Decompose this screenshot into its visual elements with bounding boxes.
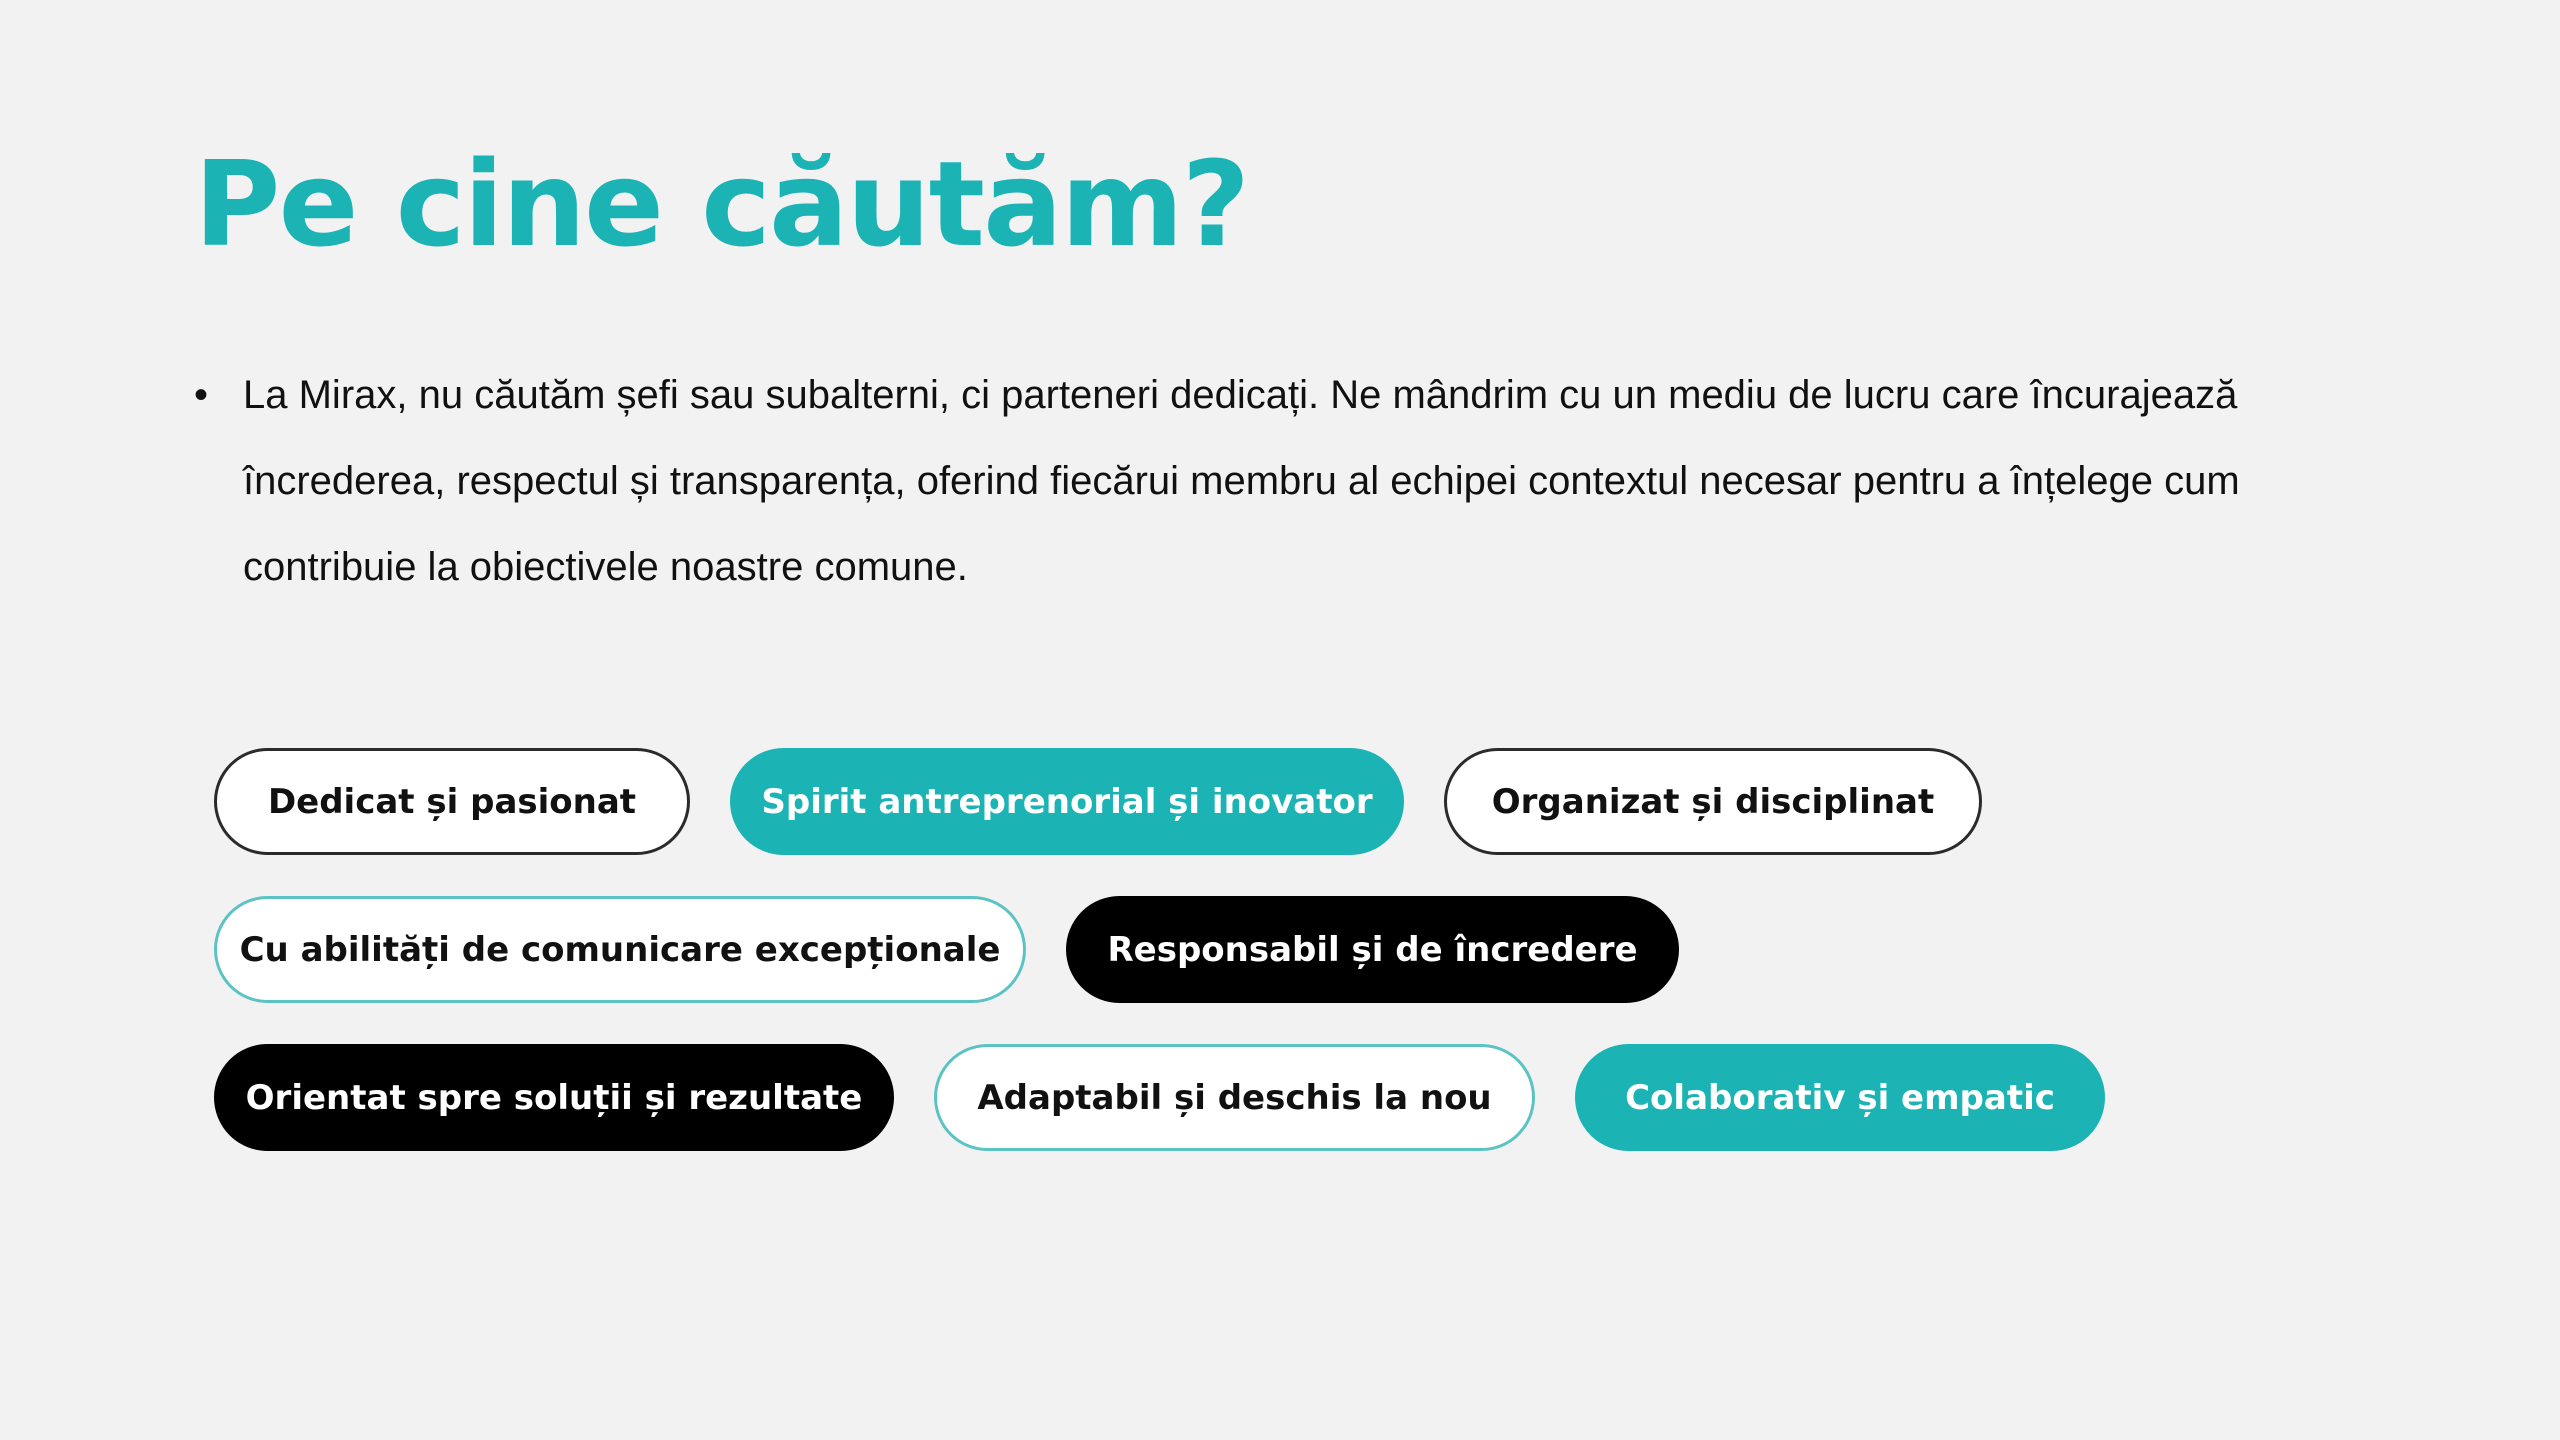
intro-list bbox=[194, 352, 2344, 610]
trait-pill-colaborativ: Colaborativ și empatic bbox=[1575, 1044, 2105, 1151]
trait-pill-dedicat: Dedicat și pasionat bbox=[214, 748, 690, 855]
intro-paragraph bbox=[194, 352, 2344, 610]
bullet-icon: • bbox=[194, 373, 209, 417]
traits-row-2 bbox=[214, 896, 2105, 1003]
trait-pill-comunicare: Cu abilități de comunicare excepționale bbox=[214, 896, 1026, 1003]
page-title: Pe cine căutăm? bbox=[194, 135, 1249, 273]
trait-pill-organizat: Organizat și disciplinat bbox=[1444, 748, 1982, 855]
traits-row-1 bbox=[214, 748, 2105, 855]
trait-pill-adaptabil: Adaptabil și deschis la nou bbox=[934, 1044, 1535, 1151]
trait-pill-responsabil: Responsabil și de încredere bbox=[1066, 896, 1679, 1003]
trait-pill-spirit-antreprenorial: Spirit antreprenorial și inovator bbox=[730, 748, 1404, 855]
traits-group bbox=[214, 748, 2105, 1192]
intro-text: La Mirax, nu căutăm șefi sau subalterni, ci parteneri dedicați. Ne mândrim cu un mediu de lucru care încurajează încrederea, respectul și transparența, oferind fiecărui membru al echipei contextul necesar pentru a înțelege cum contribuie la obiectivele noastre comune. bbox=[243, 373, 2240, 589]
trait-pill-orientat: Orientat spre soluții și rezultate bbox=[214, 1044, 894, 1151]
traits-row-3 bbox=[214, 1044, 2105, 1151]
